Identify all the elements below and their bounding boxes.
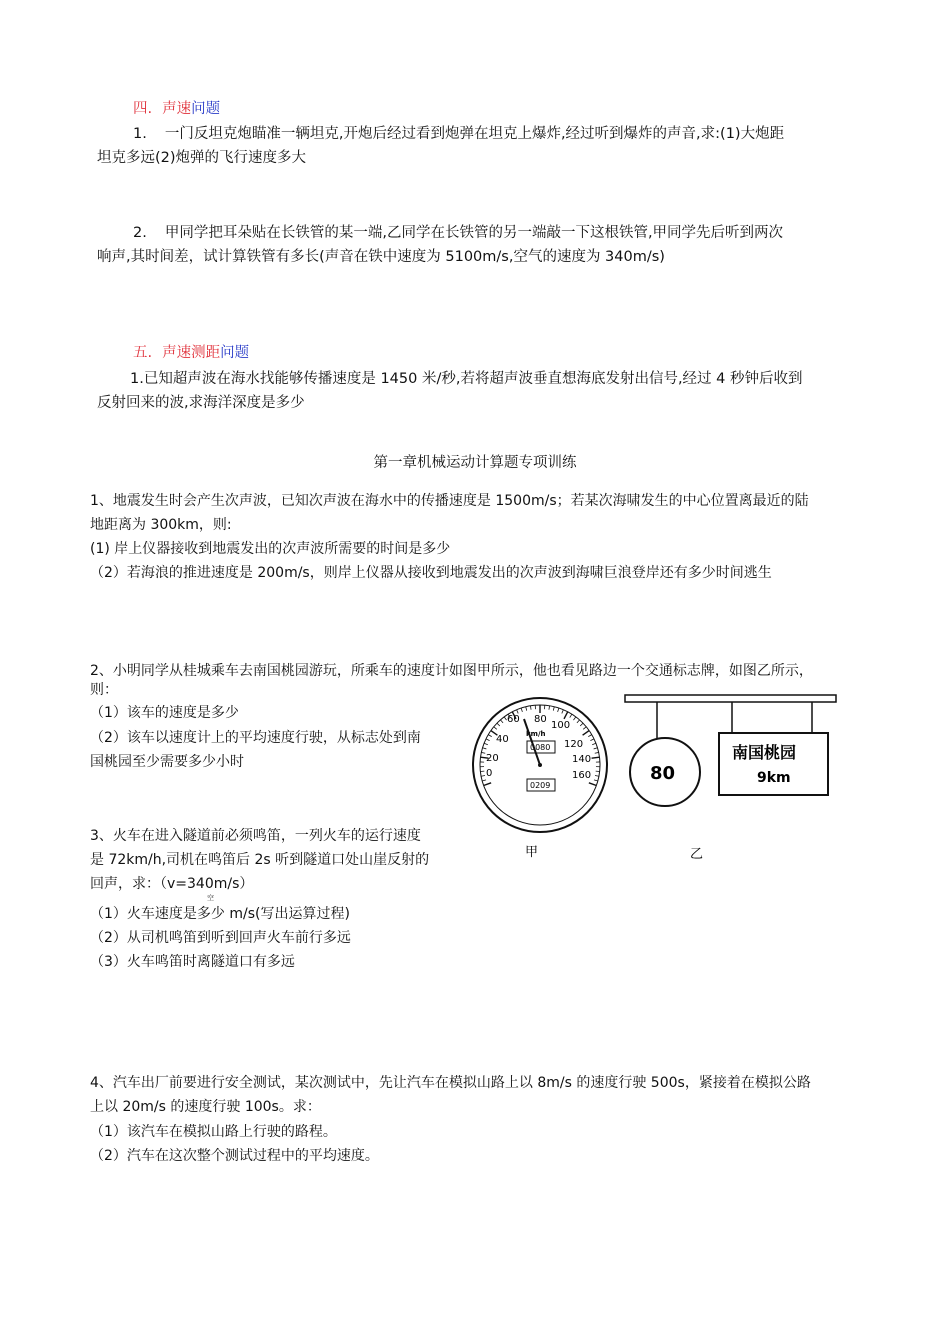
speedometer-tick-mark xyxy=(530,706,531,710)
section4-q1-number: 1. xyxy=(133,126,147,142)
speedometer-tick-mark xyxy=(484,743,488,744)
speed-limit-value: 80 xyxy=(650,763,676,784)
speedometer-tick-mark xyxy=(580,723,583,726)
section4-q2-text: 甲同学把耳朵贴在长铁管的某一端,乙同学在长铁管的另一端敲一下这根铁管,甲同学先后听到两次 xyxy=(164,225,784,241)
section4-q2-number: 2. xyxy=(133,225,147,241)
problem3-sub3: （3）火车鸣笛时离隧道口有多远 xyxy=(90,954,295,970)
problem3-sub2: （2）从司机鸣笛到听到回声火车前行多远 xyxy=(90,930,351,946)
odometer-top-value: 0080 xyxy=(530,743,551,752)
speedometer-tick-120: 120 xyxy=(564,739,584,750)
figure-speedometer-and-sign xyxy=(468,690,848,870)
problem3-line3: 回声，求：（v=340m/s） xyxy=(90,876,254,892)
speedometer-tick-mark xyxy=(481,776,485,777)
section5-title-blue: 问题 xyxy=(220,345,250,361)
label-jia: 甲 xyxy=(525,845,539,860)
traffic-sign xyxy=(625,695,836,806)
speedometer-tick-mark xyxy=(500,720,503,723)
section4-heading xyxy=(133,97,220,118)
speedometer-tick-mark xyxy=(526,707,527,711)
speedometer-tick-mark xyxy=(517,710,519,714)
section4-q1-text: 一门反坦克炮瞄准一辆坦克,开炮后经过看到炮弹在坦克上爆炸,经过听到爆炸的声音,求:(1)大炮距 xyxy=(164,126,785,142)
section4-title-blue: 问题 xyxy=(191,101,221,117)
problem2-sub1: （1）该车的速度是多少 xyxy=(90,705,239,721)
speedometer-tick-mark xyxy=(590,739,594,741)
speedometer-tick-mark xyxy=(592,757,600,758)
problem2-sub2-line2: 国桃园至少需要多少小时 xyxy=(90,754,244,770)
speedometer-tick-80: 80 xyxy=(534,714,547,725)
speedometer-tick-mark xyxy=(521,708,522,712)
chapter-title: 第一章机械运动计算题专项训练 xyxy=(373,455,577,471)
speedometer-tick-mark xyxy=(577,720,580,723)
destination-distance: 9km xyxy=(757,770,791,786)
speedometer-tick-mark xyxy=(595,752,599,753)
section5-title-red: 声速测距 xyxy=(162,345,221,361)
speedometer-tick-60: 60 xyxy=(507,714,520,725)
speedometer-tick-mark xyxy=(486,739,490,741)
section4-q1-line2: 坦克多远(2)炮弹的飞行速度多大 xyxy=(97,150,307,166)
destination-name: 南国桃园 xyxy=(732,743,797,762)
speedometer-tick-mark xyxy=(481,752,485,753)
speedometer-tick-0: 0 xyxy=(486,768,493,779)
speedometer-tick-mark xyxy=(553,707,554,711)
speedometer-tick-mark xyxy=(573,717,575,720)
speedometer-unit: km/h xyxy=(526,730,546,738)
problem2-sub2-line1: （2）该车以速度计上的平均速度行驶，从标志处到南 xyxy=(90,730,421,746)
speedometer-tick-40: 40 xyxy=(496,734,509,745)
problem4-sub1: （1）该汽车在模拟山路上行驶的路程。 xyxy=(90,1124,337,1140)
section4-q2-line2: 响声,其时间差，试计算铁管有多长(声音在铁中速度为 5100m/s,空气的速度为 340m/s) xyxy=(97,249,665,265)
speedometer-tick-mark xyxy=(483,748,487,749)
speedometer-tick-100: 100 xyxy=(551,720,571,731)
problem1-sub1: (1) 岸上仪器接收到地震发出的次声波所需要的时间是多少 xyxy=(90,541,451,557)
problem1-line2: 地距离为 300km，则: xyxy=(90,517,232,533)
section5-number: 五. xyxy=(133,345,153,361)
speedometer-tick-140: 140 xyxy=(572,754,592,765)
sign-support-bar xyxy=(625,695,836,702)
problem3-line2: 是 72km/h,司机在鸣笛后 2s 听到隧道口处山崖反射的 xyxy=(90,852,430,868)
speedometer-tick-mark xyxy=(558,708,559,712)
speedometer-tick-mark xyxy=(589,783,597,786)
problem1-line1: 1、地震发生时会产生次声波，已知次声波在海水中的传播速度是 1500m/s；若某次海啸发生的中心位置离最近的陆 xyxy=(90,493,809,509)
speedometer-tick-mark xyxy=(564,712,568,719)
speedometer-tick-mark xyxy=(549,706,550,710)
problem4-sub2: （2）汽车在这次整个测试过程中的平均速度。 xyxy=(90,1148,379,1164)
problem4-line2: 上以 20m/s 的速度行驶 100s。求： xyxy=(90,1099,321,1115)
problem3-small-mark: 空 xyxy=(207,894,214,902)
odometer-bottom-value: 0209 xyxy=(530,781,551,790)
speedometer-tick-mark xyxy=(588,735,591,737)
problem3-line1: 3、火车在进入隧道前必须鸣笛，一列火车的运行速度 xyxy=(90,828,421,844)
speedometer-tick-160: 160 xyxy=(572,770,592,781)
speedometer-tick-mark xyxy=(583,731,590,736)
speedometer-tick-mark xyxy=(592,743,596,744)
section4-number: 四. xyxy=(133,101,153,117)
speedometer-tick-mark xyxy=(562,710,564,714)
speedometer-tick-mark xyxy=(594,748,598,749)
section5-heading xyxy=(133,341,249,362)
speedometer-tick-20: 20 xyxy=(486,753,499,764)
speedometer xyxy=(473,698,607,832)
problem3-sub1: （1）火车速度是多少 m/s(写出运算过程) xyxy=(90,906,350,922)
speedometer-tick-mark xyxy=(570,714,572,717)
section5-q1-line2: 反射回来的波,求海洋深度是多少 xyxy=(97,395,305,411)
speedometer-tick-mark xyxy=(494,727,497,730)
problem4-line1: 4、汽车出厂前要进行安全测试，某次测试中，先让汽车在模拟山路上以 8m/s 的速度行驶 500s，紧接着在模拟公路 xyxy=(90,1075,811,1091)
section5-q1-line1: 1.已知超声波在海水找能够传播速度是 1450 米/秒,若将超声波垂直想海底发射出信号,经过 4 秒钟后收到 xyxy=(130,371,803,387)
speedometer-tick-mark xyxy=(484,783,492,786)
section4-title-red: 声速 xyxy=(162,101,192,117)
speedometer-tick-mark xyxy=(482,780,486,781)
speedometer-tick-mark xyxy=(594,780,598,781)
speedometer-tick-mark xyxy=(497,723,500,726)
section4-q1-line1 xyxy=(133,122,784,143)
problem1-sub2: （2）若海浪的推进速度是 200m/s，则岸上仪器从接收到地震发出的次声波到海啸巨浪登岸还有多少时间逃生 xyxy=(90,565,772,581)
speedometer-tick-mark xyxy=(488,735,491,737)
section4-q2-line1 xyxy=(133,221,783,242)
speedometer-hub xyxy=(538,763,542,767)
problem2-line1: 2、小明同学从桂城乘车去南国桃园游玩，所乘车的速度计如图甲所示，他也看见路边一个交通标志牌，如图乙所示， xyxy=(90,663,813,679)
speedometer-tick-mark xyxy=(595,776,599,777)
problem2-line2: 则： xyxy=(90,682,118,698)
label-yi: 乙 xyxy=(690,847,704,862)
speedometer-tick-mark xyxy=(583,727,586,730)
